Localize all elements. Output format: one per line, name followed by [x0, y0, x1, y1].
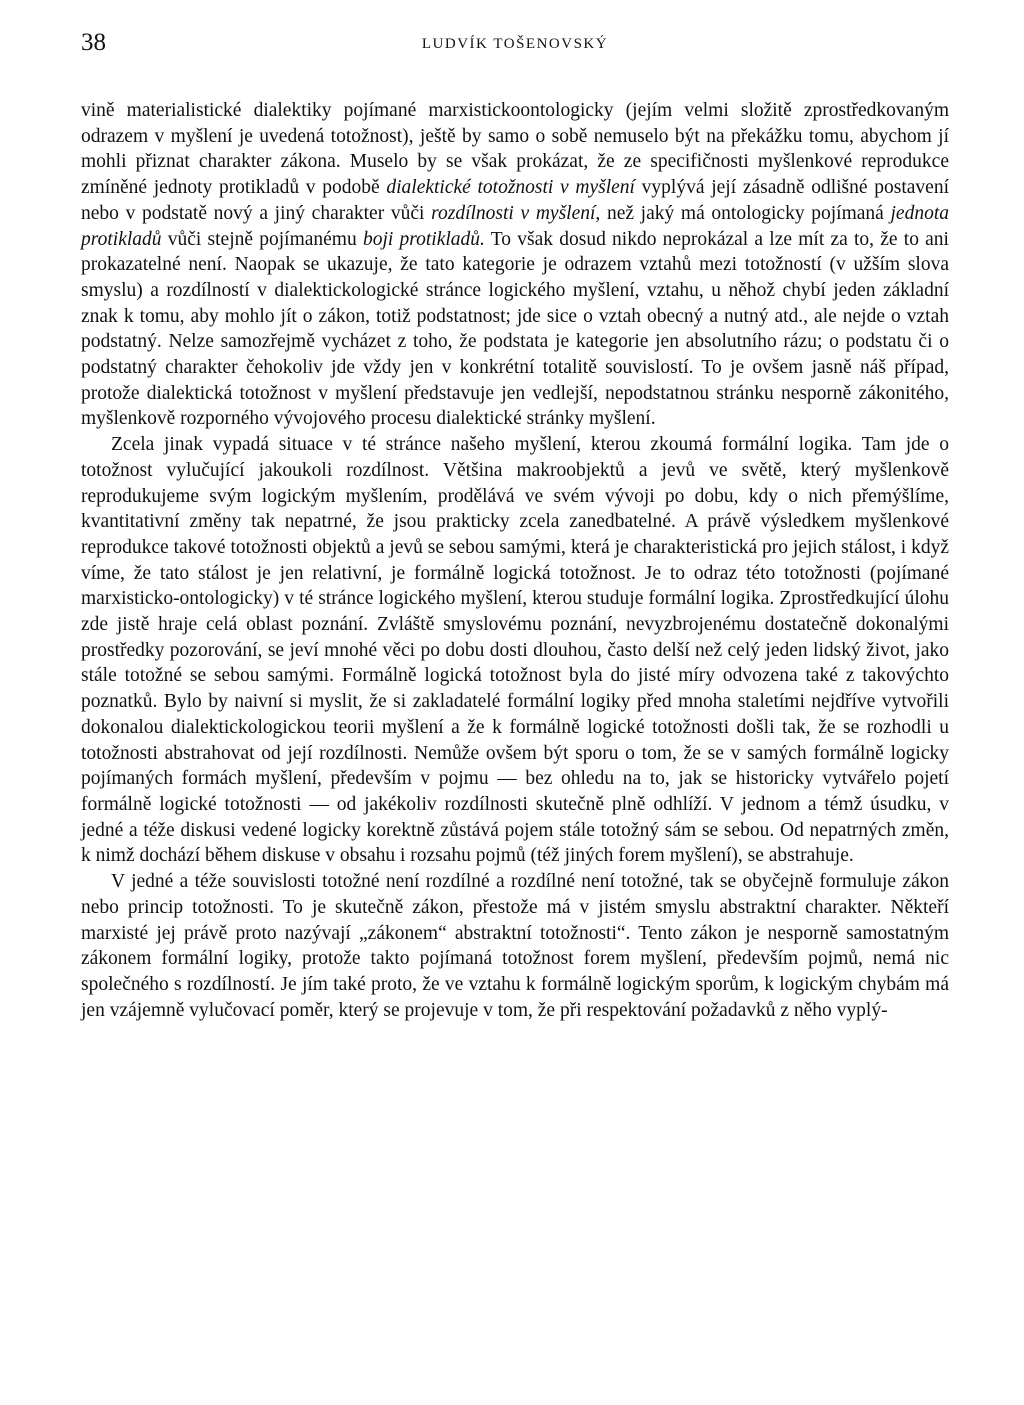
- italic-phrase: jednota protikladů: [81, 202, 949, 250]
- text-run: vůči stejně pojímanému: [161, 228, 363, 250]
- book-page: [81, 28, 949, 1388]
- paragraph-2: [81, 432, 949, 869]
- italic-phrase: boji protikladů.: [362, 228, 485, 250]
- page-number: 38: [81, 29, 106, 56]
- paragraph-1: [81, 98, 949, 432]
- text-run: vyplývá její zásadně odlišné postavení nebo v podstatě nový a jiný charakter vůči: [81, 177, 949, 224]
- body-text: [81, 98, 949, 1023]
- italic-phrase: rozdílnosti v myšlení,: [431, 202, 601, 224]
- text-run: než jaký má ontologicky pojímaná: [600, 202, 891, 224]
- text-run: vině materialistické dialektiky pojímané marxistickoontologicky (jejím velmi složitě zprostředkovaným odrazem v myšlení je uvedená totožnost), ještě by samo o sobě nemuselo být na překážku tomu, abychom jí mohli přiznat charakter zákona. Muselo by se však prokázat, že ze specifičnosti myšlenkové reprodukce zmíněné jednoty protikladů v podobě: [81, 100, 949, 199]
- paragraph-3: [81, 869, 949, 1023]
- text-run: V jedné a téže souvislosti totožné není rozdílné a rozdílné není totožné, tak se obyčejně formuluje zákon nebo princip totožnosti. To je skutečně zákon, přestože má v jistém smyslu abstraktní charakter. Někteří marxisté jej právě proto nazývají „zákonem“ abstraktní totožnosti“. Tento zákon je nesporně samostatným zákonem formální logiky, protože takto pojímaná totožnost forem myšlení, především pojmů, nemá nic společného s rozdílností. Je jím také proto, že ve vztahu k formálně logickým sporům, k logickým chybám má jen vzájemně vylučovací poměr, který se projevuje v tom, že při respektování požadavků z něho vyplý-: [81, 871, 949, 1021]
- running-head: [81, 28, 949, 58]
- italic-phrase: dialektické totožnosti v myšlení: [386, 177, 635, 199]
- text-run: Zcela jinak vypadá situace v té stránce našeho myšlení, kterou zkoumá formální logika. Tam jde o totožnost vylučující jakoukoli rozdílnost. Většina makroobjektů a jevů ve světě, který myšlenkově reprodukujeme svým logickým myšlením, prodělává ve svém vývoji po dobu, kdy o nich přemýšlíme, kvantitativní změny tak nepatrné, že jsou prakticky zcela zanedbatelné. A právě výsledkem myšlenkové reprodukce takové totožnosti objektů a jevů se sebou samými, která je charakteristická pro jejich stálost, i když víme, že tato stálost je jen relativní, je formálně logická totožnost. Je to odraz této totožnosti (pojímané marxisticko-ontologicky) v té stránce logického myšlení, kterou studuje formální logika. Zprostředkující úlohu zde jistě hraje celá oblast poznání. Zvláště smyslovému poznání, nevyzbrojenému dostatečně dokonalými prostředky pozorování, se jeví mnohé věci po dobu dosti dlouhou, často delší než celý jeden lidský život, jako stále totožné se sebou samými. Formálně logická totožnost byla do jisté míry odvozena také z takovýchto poznatků. Bylo by naivní si myslit, že si zakladatelé formální logiky před mnoha staletími nejdříve vytvořili dokonalou dialektickologickou teorii myšlení a že k formálně logické totožnosti došli tak, že se rozhodli u totožnosti abstrahovat od její rozdílnosti. Nemůže ovšem být sporu o tom, že se v samých formálně logicky pojímaných formách myšlení, především v pojmu — bez ohledu na to, jak se historicky vytvářelo pojetí formálně logické totožnosti — od jakékoliv rozdílnosti skutečně plně odhlíží. V jednom a témž úsudku, v jedné a téže diskusi vedené logicky korektně zůstává pojem stále totožný sám se sebou. Od nepatrných změn, k nimž dochází během diskuse v obsahu i rozsahu pojmů (též jiných forem myšlení), se abstrahuje.: [81, 434, 949, 867]
- running-title: LUDVÍK TOŠENOVSKÝ: [421, 36, 609, 52]
- text-run: To však dosud nikdo neprokázal a lze mít za to, že to ani prokazatelné není. Naopak se ukazuje, že tato kategorie je odrazem vztahů mezi totožností (v užším slova smyslu) a rozdílností v dialektickologické stránce logického myšlení, vztahu, u něhož chybí jeden základní znak k tomu, aby mohlo jít o zákon, totiž podstatnost; jde sice o vztah obecný a nutný atd., ale nejde o vztah podstatný. Nelze samozřejmě vycházet z toho, že podstata je kategorie jen absolutního rázu; o podstatu či o podstatný charakter čehokoliv jde vždy jen v konkrétní totalitě souvislostí. To je ovšem jasně náš případ, protože dialektická totožnost v myšlení představuje jen vedlejší, nepodstatnou stránku nesporně zákonitého, myšlenkově rozporného vývojového procesu dialektické stránky myšlení.: [81, 228, 949, 430]
